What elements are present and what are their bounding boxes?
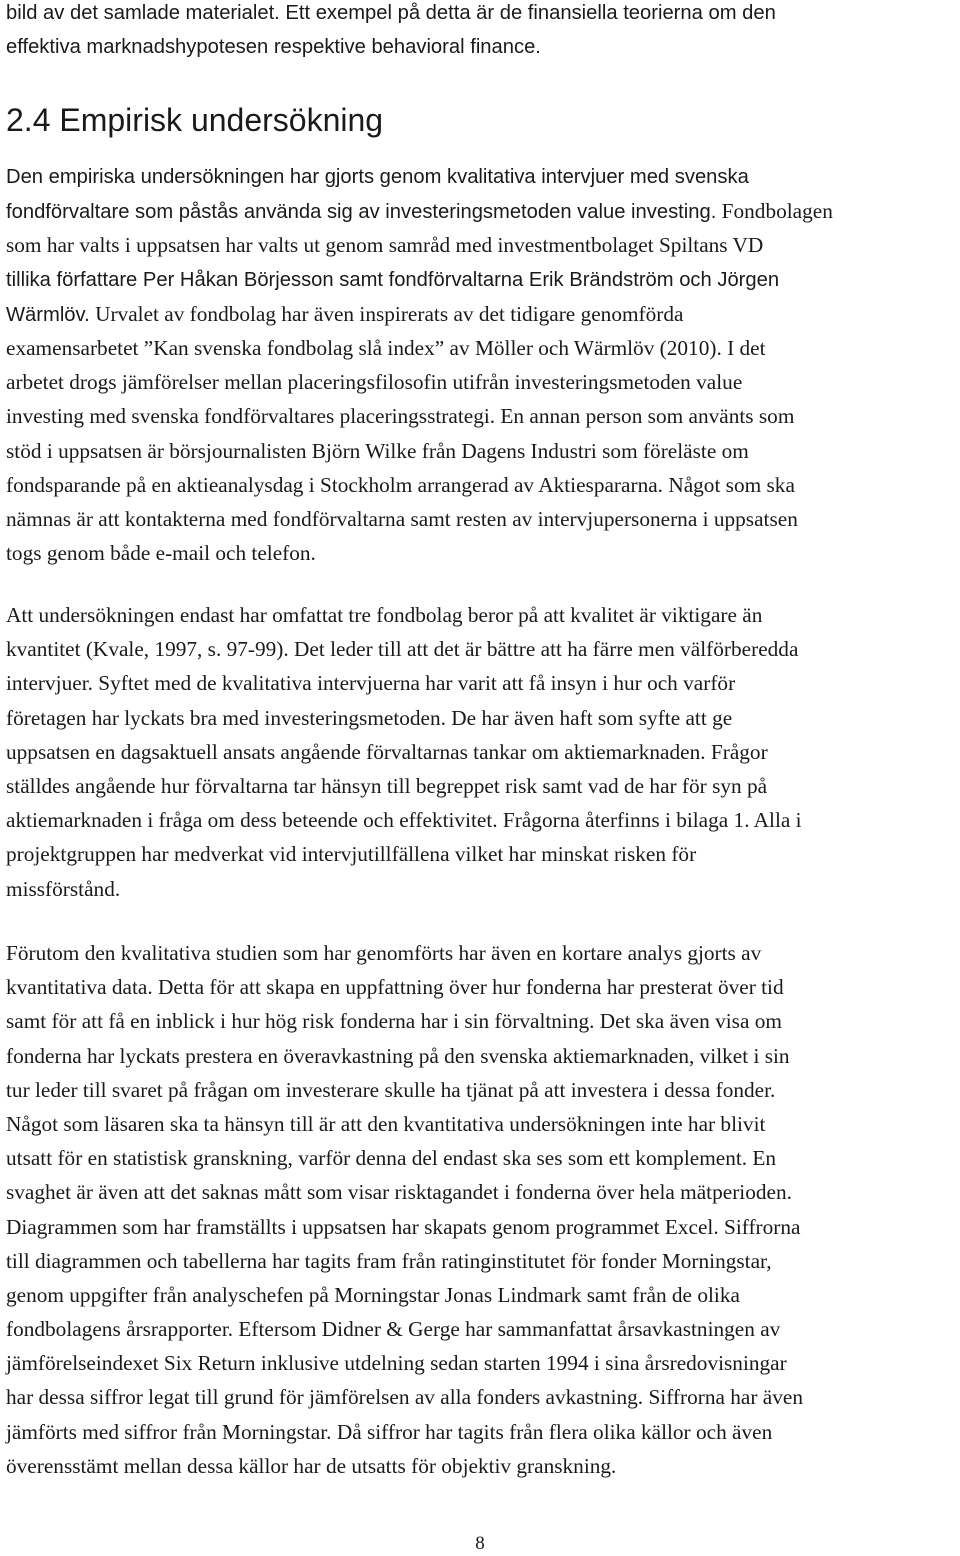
paragraph-line: arbetet drogs jämförelser mellan placeringsfilosofin utifrån investeringsmetoden value bbox=[6, 370, 743, 395]
paragraph-line: togs genom både e-mail och telefon. bbox=[6, 541, 316, 566]
paragraph-line: samt för att få en inblick i hur hög risk fonderna har i sin förvaltning. Det ska även visa om bbox=[6, 1009, 782, 1034]
line-segment: Fondbolagen bbox=[716, 199, 833, 224]
intro-line: bild av det samlade materialet. Ett exempel på detta är de finansiella teorierna om den bbox=[6, 2, 776, 24]
paragraph-line: har dessa siffror legat till grund för jämförelsen av alla fonders avkastning. Siffrorna har även bbox=[6, 1385, 803, 1410]
paragraph-line: företagen har lyckats bra med investeringsmetoden. De har även haft som syfte att ge bbox=[6, 705, 733, 730]
paragraph-line: överensstämt mellan dessa källor har de utsatts för objektiv granskning. bbox=[6, 1453, 617, 1478]
paragraph-line: Något som läsaren ska ta hänsyn till är att den kvantitativa undersökningen inte har blivit bbox=[6, 1111, 766, 1136]
paragraph-line: som har valts i uppsatsen har valts ut genom samråd med investmentbolaget Spiltans VD bbox=[6, 233, 764, 258]
paragraph-line: tur leder till svaret på frågan om investerare skulle ha tjänat på att investera i dessa fonder. bbox=[6, 1077, 776, 1102]
paragraph-line: genom uppgifter från analyschefen på Morningstar Jonas Lindmark samt från de olika bbox=[6, 1282, 740, 1307]
intro-line: effektiva marknadshypotesen respektive behavioral finance. bbox=[6, 36, 541, 59]
paragraph-line: jämförts med siffror från Morningstar. Då siffror har tagits från flera olika källor och även bbox=[6, 1419, 773, 1444]
paragraph-line: fondsparande på en aktieanalysdag i Stockholm arrangerad av Aktiespararna. Något som ska bbox=[6, 472, 795, 497]
paragraph-line: missförstånd. bbox=[6, 876, 121, 901]
paragraph-line: jämförelseindexet Six Return inklusive utdelning sedan starten 1994 i sina årsredovisningar bbox=[6, 1351, 787, 1376]
paragraph-line: tillika författare Per Håkan Börjesson samt fondförvaltarna Erik Brändström och Jörgen bbox=[6, 268, 780, 291]
paragraph-line: projektgruppen har medverkat vid intervjutillfällena vilket har minskat risken för bbox=[6, 842, 697, 867]
paragraph-line: svaghet är även att det saknas mått som visar risktagandet i fonderna över hela mätperioden. bbox=[6, 1180, 792, 1205]
paragraph-2 bbox=[6, 598, 802, 906]
paragraph-line: fondbolagens årsrapporter. Eftersom Didner & Gerge har sammanfattat årsavkastningen av bbox=[6, 1317, 781, 1342]
section-heading: 2.4 Empirisk undersökning bbox=[6, 102, 384, 138]
paragraph-line: aktiemarknaden i fråga om dess beteende och effektivitet. Frågorna återfinns i bilaga 1. Alla i bbox=[6, 808, 802, 833]
paragraph-line bbox=[6, 297, 833, 331]
line-segment: fondförvaltare som påstås använda sig av investeringsmetoden value investing. bbox=[6, 201, 717, 224]
paragraph-line: fonderna har lyckats prestera en överavkastning på den svenska aktiemarknaden, vilket i sin bbox=[6, 1043, 790, 1068]
paragraph-line: ställdes angående hur förvaltarna tar hänsyn till begreppet risk samt vad de har för syn på bbox=[6, 773, 768, 798]
paragraph-line: examensarbetet ”Kan svenska fondbolag slå index” av Möller och Wärmlöv (2010). I det bbox=[6, 335, 766, 360]
paragraph-line: investing med svenska fondförvaltares placeringsstrategi. En annan person som använts som bbox=[6, 404, 795, 429]
page-number: 8 bbox=[475, 1533, 485, 1554]
paragraph-line: nämnas är att kontakterna med fondförvaltarna samt resten av intervjupersonerna i uppsatsen bbox=[6, 506, 798, 531]
paragraph-line: Förutom den kvalitativa studien som har genomförts har även en kortare analys gjorts av bbox=[6, 941, 762, 965]
line-segment: Wärmlöv. bbox=[6, 303, 90, 326]
paragraph-line: kvantitativa data. Detta för att skapa en uppfattning över hur fonderna har presterat över tid bbox=[6, 975, 784, 1000]
paragraph-line: intervjuer. Syftet med de kvalitativa intervjuerna har varit att få insyn i hur och varför bbox=[6, 671, 736, 696]
paragraph-line: Att undersökningen endast har omfattat tre fondbolag beror på att kvalitet är viktigare än bbox=[6, 603, 763, 627]
paragraph-line bbox=[6, 194, 833, 228]
paragraph-line: till diagrammen och tabellerna har tagits fram från ratinginstitutet för fonder Morningstar, bbox=[6, 1248, 772, 1273]
paragraph-line: uppsatsen en dagsaktuell ansats angående förvaltarnas tankar om aktiemarknaden. Frågor bbox=[6, 739, 768, 764]
paragraph-line: Den empiriska undersökningen har gjorts genom kvalitativa intervjuer med svenska bbox=[6, 166, 749, 188]
paragraph-line: Diagrammen som har framställts i uppsatsen har skapats genom programmet Excel. Siffrorna bbox=[6, 1214, 801, 1239]
paragraph-line: stöd i uppsatsen är börsjournalisten Björn Wilke från Dagens Industri som föreläste om bbox=[6, 438, 749, 463]
line-segment: Urvalet av fondbolag har även inspirerats av det tidigare genomförda bbox=[89, 301, 684, 326]
paragraph-3 bbox=[6, 936, 803, 1483]
paragraph-1 bbox=[6, 160, 833, 570]
intro-paragraph bbox=[6, 0, 776, 64]
paragraph-line: utsatt för en statistisk granskning, varför denna del endast ska ses som ett komplement. En bbox=[6, 1146, 777, 1171]
paragraph-line: kvantitet (Kvale, 1997, s. 97-99). Det leder till att det är bättre att ha färre men välförberedda bbox=[6, 637, 799, 662]
